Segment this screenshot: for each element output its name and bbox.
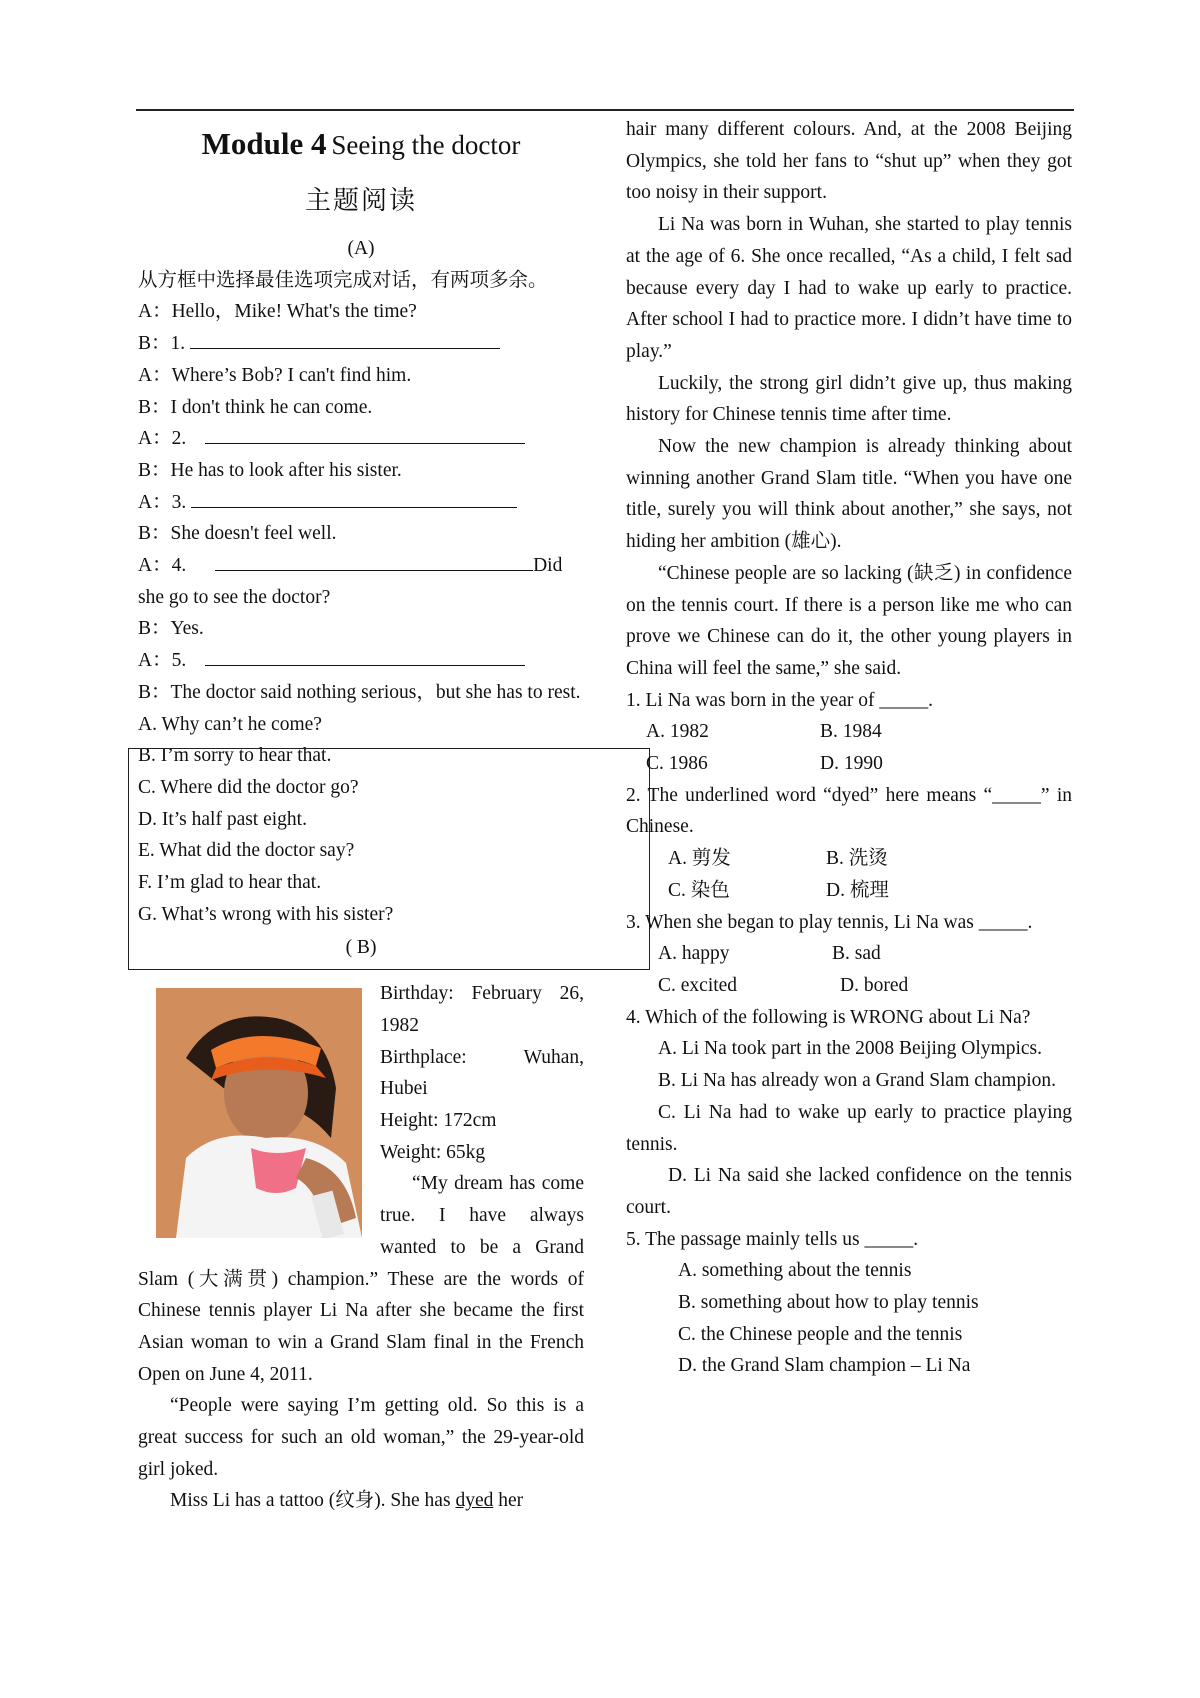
speaker: A：: [138, 364, 172, 386]
speaker: B：: [138, 333, 171, 355]
dialogue-line: [138, 487, 584, 519]
section-a-label: (A): [347, 238, 375, 259]
dialogue-line: [138, 582, 584, 614]
passage-paragraph-4: Li Na was born in Wuhan, she started to play tennis at the age of 6. She once recalled, “As a child, I felt sad because every day I had to wake up early to practice. After school I had to practice more. I didn’t have time to play.”: [626, 214, 1072, 362]
line-text: The doctor said nothing serious，but she has to rest.: [170, 681, 581, 703]
speaker: A：: [138, 555, 172, 577]
choice[interactable]: D. Li Na said she lacked confidence on the tennis court.: [626, 1165, 1072, 1218]
choice[interactable]: D. the Grand Slam champion – Li Na: [678, 1355, 971, 1377]
line-text: I don't think he can come.: [170, 396, 373, 418]
page-title: [138, 124, 584, 169]
tennis-player-image: [156, 988, 362, 1238]
line-text: 1.: [170, 333, 191, 355]
dialogue-line: [138, 296, 584, 328]
question-1-stem: 1. Li Na was born in the year of _____.: [626, 689, 934, 711]
question-1-options: [626, 716, 1072, 748]
li-na-photo: [156, 988, 362, 1238]
question-1-options: [626, 748, 1072, 780]
line-text: Where’s Bob? I can't find him.: [171, 364, 412, 386]
question-3-stem: 3. When she began to play tennis, Li Na was _____.: [626, 911, 1033, 933]
choice[interactable]: A. 剪发: [668, 848, 731, 870]
underlined-word-dyed: dyed: [455, 1490, 494, 1512]
choice[interactable]: C. Li Na had to wake up early to practice playing tennis.: [626, 1101, 1072, 1155]
speaker: A：: [138, 428, 172, 450]
passage-paragraph-6: Now the new champion is already thinking about winning another Grand Slam title. “When you have one title, surely you will think about another,” she says, not hiding her ambition (雄心).: [626, 436, 1072, 553]
choice[interactable]: A. something about the tennis: [678, 1260, 912, 1282]
top-rule: [136, 109, 1074, 111]
choice[interactable]: C. the Chinese people and the tennis: [678, 1323, 963, 1345]
module-number: Module 4: [201, 126, 327, 161]
passage-paragraph-1: “My dream has come true. I have always wanted to be a Grand Slam (大满贯) champion.” These are the words of Chinese tennis player Li Na after she became the first Asian woman to win a Grand Slam final in the French Open on June 4, 2011.: [138, 1173, 584, 1385]
choice[interactable]: A. 1982: [646, 721, 709, 743]
profile-weight: Weight: 65kg: [380, 1141, 486, 1163]
passage-paragraph-5: Luckily, the strong girl didn’t give up, thus making history for Chinese tennis time after time.: [626, 372, 1072, 426]
passage-paragraph-3-start: [138, 1485, 584, 1517]
answer-blank-1[interactable]: [190, 330, 500, 349]
line-text: 2.: [171, 428, 192, 450]
speaker: A：: [138, 491, 172, 513]
question-2-options: [626, 843, 1072, 875]
line-text: she go to see the doctor?: [138, 586, 331, 608]
choice[interactable]: B. something about how to play tennis: [678, 1292, 979, 1314]
module-name: Seeing the doctor: [331, 130, 521, 160]
dialogue-line: [138, 550, 584, 582]
options-box-border: [128, 748, 650, 970]
speaker: A：: [138, 650, 172, 672]
choice[interactable]: B. Li Na has already won a Grand Slam champion.: [658, 1070, 1057, 1092]
speaker: B：: [138, 396, 171, 418]
question-5-stem: 5. The passage mainly tells us _____.: [626, 1228, 919, 1250]
choice[interactable]: A. happy: [658, 943, 730, 965]
option-item: C. Where did the doctor go?: [138, 776, 359, 798]
line-tail: Did: [533, 555, 563, 577]
choice[interactable]: B. sad: [832, 943, 881, 965]
profile-block: [138, 978, 584, 1390]
choice[interactable]: D. 梳理: [826, 879, 889, 901]
answer-blank-2[interactable]: [205, 425, 525, 444]
question-2-stem: 2. The underlined word “dyed” here means “_____” in Chinese.: [626, 784, 1072, 838]
choice[interactable]: D. bored: [840, 974, 909, 996]
profile-birthday: Birthday: February 26, 1982: [380, 983, 584, 1036]
speaker: A：: [138, 301, 172, 323]
speaker: B：: [138, 523, 171, 545]
speaker: B：: [138, 459, 171, 481]
line-text: 3.: [171, 491, 192, 513]
choice[interactable]: B. 洗烫: [826, 848, 888, 870]
question-3-options: [626, 970, 1072, 1002]
answer-blank-5[interactable]: [205, 647, 525, 666]
text-segment: her: [493, 1490, 524, 1512]
dialogue-line: [138, 423, 584, 455]
text-segment: Miss Li has a tattoo (纹身). She has: [170, 1490, 456, 1512]
option-item: F. I’m glad to hear that.: [138, 872, 322, 894]
line-text: Hello，Mike! What's the time?: [171, 301, 417, 323]
option-item: B. I’m sorry to hear that.: [138, 745, 332, 767]
line-text: 4.: [171, 555, 192, 577]
section-a-instruction: 从方框中选择最佳选项完成对话，有两项多余。: [138, 269, 548, 291]
dialogue-line: [138, 392, 584, 424]
speaker: B：: [138, 681, 171, 703]
right-column: [626, 114, 1072, 1382]
question-3-options: [626, 938, 1072, 970]
passage-paragraph-3-cont: hair many different colours. And, at the 2008 Beijing Olympics, she told her fans to “shut up” when they got too noisy in their support.: [626, 119, 1072, 204]
dialogue-line: [138, 455, 584, 487]
page-subtitle: 主题阅读: [304, 186, 417, 215]
choice[interactable]: A. Li Na took part in the 2008 Beijing Olympics.: [658, 1038, 1042, 1060]
line-text: 5.: [171, 650, 192, 672]
profile-birthplace: Birthplace: Wuhan, Hubei: [380, 1046, 584, 1100]
dialogue-line: [138, 328, 584, 360]
answer-blank-3[interactable]: [191, 489, 517, 508]
speaker: B：: [138, 618, 171, 640]
option-item: G. What’s wrong with his sister?: [138, 903, 394, 925]
choice[interactable]: D. 1990: [820, 753, 883, 775]
line-text: He has to look after his sister.: [170, 459, 402, 481]
passage-paragraph-2: “People were saying I’m getting old. So this is a great success for such an old woman,” the 29-year-old girl joked.: [138, 1395, 584, 1480]
passage-paragraph-7: “Chinese people are so lacking (缺乏) in confidence on the tennis court. If there is a person like me who can prove we Chinese can do it, the other young players in China will feel the same,” she said.: [626, 562, 1072, 679]
dialogue-line: [138, 518, 584, 550]
dialogue-line: [138, 677, 584, 709]
line-text: Yes.: [170, 618, 204, 640]
dialogue-line: [138, 360, 584, 392]
line-text: She doesn't feel well.: [170, 523, 337, 545]
profile-height: Height: 172cm: [380, 1109, 497, 1131]
choice[interactable]: C. excited: [658, 974, 738, 996]
option-item: E. What did the doctor say?: [138, 840, 355, 862]
question-4-stem: 4. Which of the following is WRONG about Li Na?: [626, 1006, 1031, 1028]
answer-blank-4[interactable]: [215, 552, 533, 571]
dialogue-line: [138, 613, 584, 645]
option-item: D. It’s half past eight.: [138, 808, 307, 830]
option-item: A. Why can’t he come?: [138, 713, 322, 735]
dialogue-line: [138, 645, 584, 677]
choice[interactable]: C. 1986: [646, 753, 708, 775]
choice[interactable]: C. 染色: [668, 879, 730, 901]
choice[interactable]: B. 1984: [820, 721, 882, 743]
question-2-options: [626, 875, 1072, 907]
section-b-label: ( B): [345, 937, 377, 959]
